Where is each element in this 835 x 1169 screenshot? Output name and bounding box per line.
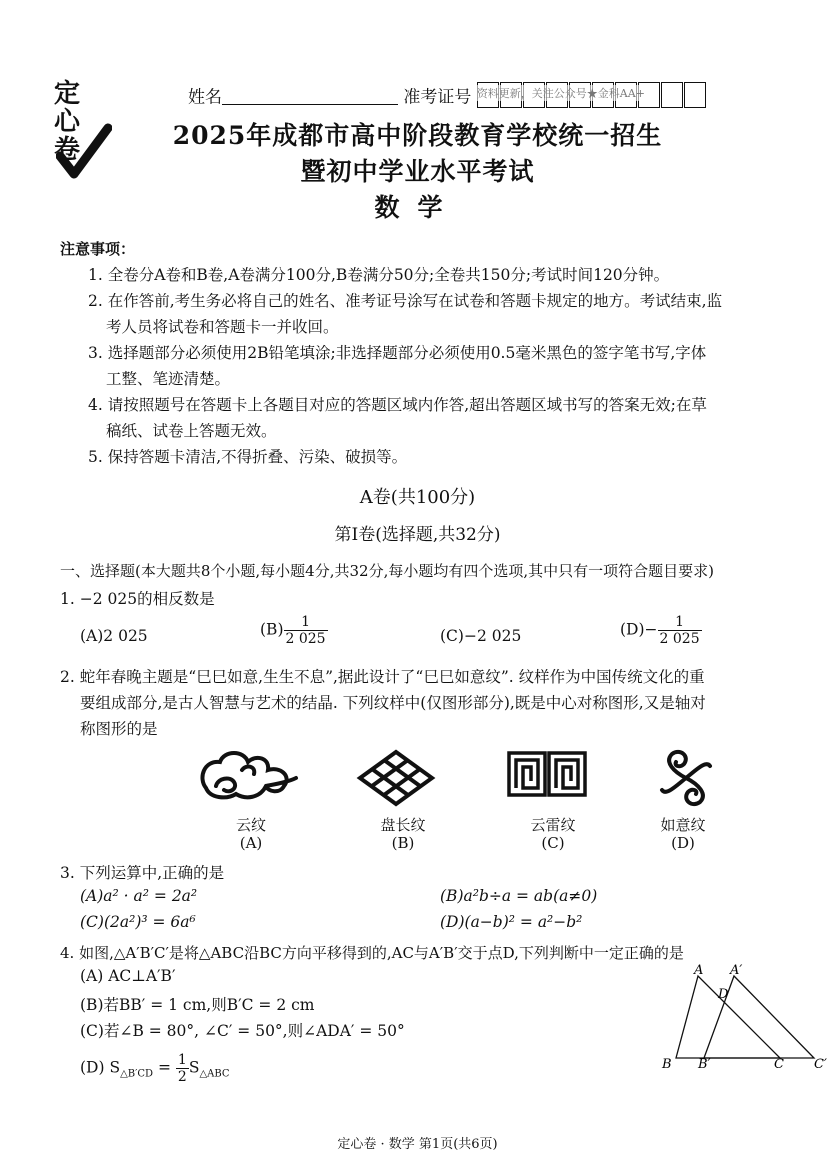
fig-c-letter[interactable]: (C) <box>541 834 565 852</box>
q4-stem: 4. 如图,△A′B′C′是将△ABC沿BC方向平移得到的,AC与A′B′交于点D,下列判断中一定正确的是 <box>60 944 684 962</box>
exam-subtitle: 暨初中学业水平考试 <box>300 157 535 186</box>
ticket-label: 准考证号 <box>403 87 472 108</box>
q3-stem: 3. 下列运算中,正确的是 <box>60 864 225 882</box>
notice-item: 3. 选择题部分必须使用2B铅笔填涂;非选择题部分必须使用0.5毫米黑色的签字笔书写,字体 <box>88 344 707 362</box>
endless-knot-icon <box>356 748 436 808</box>
name-field[interactable] <box>222 86 398 105</box>
q2-line: 2. 蛇年春晚主题是“巳巳如意,生生不息”,据此设计了“巳巳如意纹”. 纹样作为中国传统文化的重 <box>60 668 705 686</box>
q1-option-b[interactable]: (B) $\frac{1}{2 025}$ <box>260 614 326 647</box>
q1-option-d[interactable]: (D)− $\frac{1}{2 025}$ <box>620 614 700 647</box>
label-d: D <box>718 987 729 1002</box>
translation-triangle-diagram <box>656 960 834 1072</box>
q4-option-a[interactable]: (A) AC⊥A′B′ <box>80 967 176 985</box>
page-footer: 定心卷 · 数学 第1页(共6页) <box>337 1137 498 1152</box>
fig-d-letter[interactable]: (D) <box>671 834 695 852</box>
ruyi-pattern-icon <box>656 748 716 808</box>
watermark-text: 资料更新，关注公众号★金科AA+ <box>476 87 645 100</box>
q3-option-a[interactable]: (A)a² · a² = 2a² <box>80 887 198 905</box>
label-b: B <box>662 1057 672 1072</box>
notice-item: 考人员将试卷和答题卡一并收回。 <box>106 318 339 336</box>
ticket-number-boxes[interactable] <box>477 82 707 108</box>
subject-title: 数学 <box>374 193 461 222</box>
q3-option-d[interactable]: (D)(a−b)² = a²−b² <box>440 913 583 931</box>
label-a-prime: A′ <box>730 963 743 978</box>
notice-item: 1. 全卷分A卷和B卷,A卷满分100分,B卷满分50分;全卷共150分;考试时间120分钟。 <box>88 266 670 284</box>
q1-stem: 1. −2 025的相反数是 <box>60 590 215 608</box>
section-i-heading: 第Ⅰ卷(选择题,共32分) <box>334 525 501 545</box>
q4-option-b[interactable]: (B)若BB′ = 1 cm,则B′C = 2 cm <box>80 996 315 1014</box>
q2-line: 要组成部分,是古人智慧与艺术的结晶. 下列纹样中(仅图形部分),既是中心对称图形,又是轴对 <box>80 694 706 712</box>
exam-title: 2025年成都市高中阶段教育学校统一招生 <box>172 121 663 150</box>
fig-a-name: 云纹 <box>235 816 266 834</box>
fig-b-letter[interactable]: (B) <box>391 834 415 852</box>
notice-item: 工整、笔迹清楚。 <box>106 370 231 388</box>
notice-item: 4. 请按照题号在答题卡上各题目对应的答题区域内作答,超出答题区域书写的答案无效;在草 <box>88 396 707 414</box>
q4-option-c[interactable]: (C)若∠B = 80°, ∠C′ = 50°,则∠ADA′ = 50° <box>80 1022 405 1040</box>
notice-list <box>88 262 833 470</box>
logo-text: 定心卷 <box>53 79 80 165</box>
label-c: C <box>774 1057 784 1072</box>
notice-item: 稿纸、试卷上答题无效。 <box>106 422 277 440</box>
q3-option-c[interactable]: (C)(2a²)³ = 6a⁶ <box>80 913 196 931</box>
q4-option-d[interactable]: (D) $S_{\triangle B'CD}$ = $\frac{1}{2}$ $S_{\triangle ABC}$ <box>80 1052 230 1085</box>
notice-item: 5. 保持答题卡清洁,不得折叠、污染、破损等。 <box>88 448 408 466</box>
label-a: A <box>694 963 704 978</box>
thunder-pattern-icon <box>506 750 588 800</box>
fig-b-name: 盘长纹 <box>380 816 426 834</box>
label-c-prime: C′ <box>814 1057 827 1072</box>
name-label: 姓名 <box>188 87 222 108</box>
fig-d-name: 如意纹 <box>660 816 706 834</box>
q1-option-c[interactable]: (C)−2 025 <box>440 627 522 645</box>
q3-option-b[interactable]: (B)a²b÷a = ab(a≠0) <box>440 887 598 905</box>
notice-heading: 注意事项： <box>60 240 136 258</box>
fig-a-letter[interactable]: (A) <box>239 834 263 852</box>
fig-c-name: 云雷纹 <box>530 816 576 834</box>
label-b-prime: B′ <box>698 1057 711 1072</box>
section-a-heading: A卷(共100分) <box>359 487 476 508</box>
part1-heading: 一、选择题(本大题共8个小题,每小题4分,共32分,每小题均有四个选项,其中只有一项符合题目要求) <box>60 562 714 580</box>
q2-line: 称图形的是 <box>80 720 158 738</box>
notice-item: 2. 在作答前,考生务必将自己的姓名、准考证号涂写在试卷和答题卡规定的地方。考试结束,监 <box>88 292 723 310</box>
cloud-pattern-icon <box>196 748 306 808</box>
name-row <box>188 82 707 108</box>
q1-option-a[interactable]: (A)2 025 <box>80 627 148 645</box>
